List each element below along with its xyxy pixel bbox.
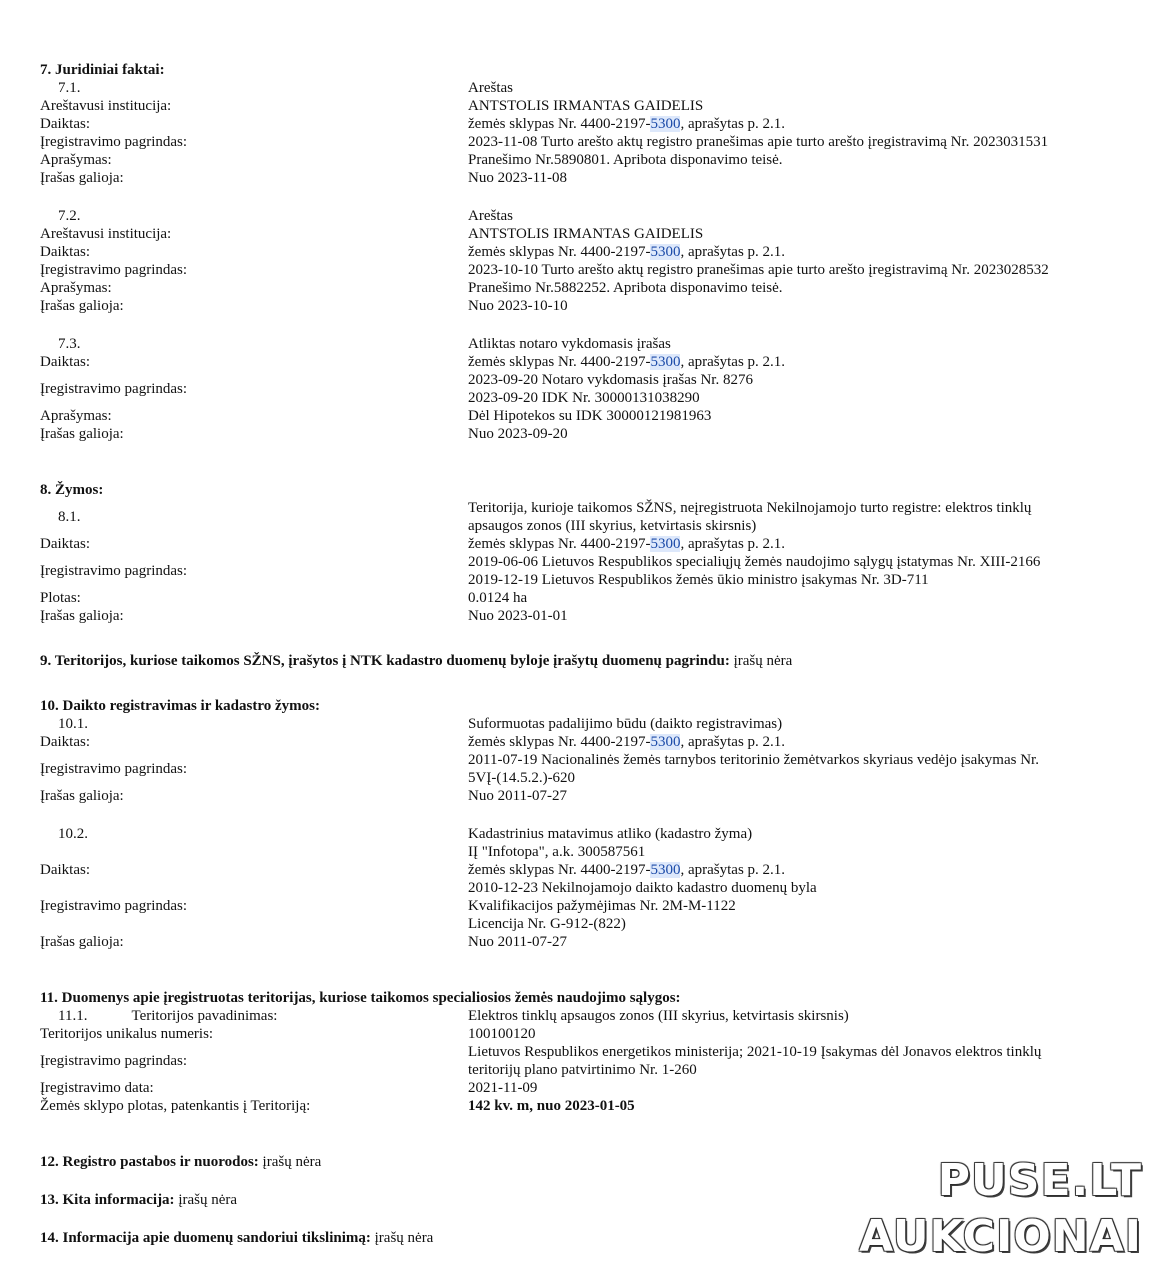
- section-10-title: 10. Daikto registravimas ir kadastro žymos:: [40, 698, 320, 714]
- entry-number: 7.3.: [58, 336, 81, 352]
- field-value: žemės sklypas Nr. 4400-2197-5300, aprašytas p. 2.1.: [468, 862, 786, 878]
- section-8-title: 8. Žymos:: [40, 482, 104, 498]
- field-label: Įregistravimo pagrindas:: [40, 134, 188, 150]
- field-label: Plotas:: [40, 590, 81, 606]
- field-label: Daiktas:: [40, 734, 90, 750]
- entry-number: 10.2.: [58, 826, 88, 842]
- entry-8-1: [40, 499, 1140, 625]
- watermark-line-2: AUKCIONAI: [859, 1211, 1142, 1262]
- highlighted-number: 5300: [650, 116, 681, 132]
- entry-10-2: [40, 825, 1140, 951]
- field-value: 2023-10-10 Turto arešto aktų registro pranešimas apie turto arešto įregistravimą Nr. 2023028532: [468, 262, 1049, 278]
- field-label: Daiktas:: [40, 244, 90, 260]
- field-label: Įrašas galioja:: [40, 788, 124, 804]
- field-value: žemės sklypas Nr. 4400-2197-5300, aprašytas p. 2.1.: [468, 116, 786, 132]
- entry-7-2: [40, 207, 1140, 315]
- field-value: Nuo 2011-07-27: [468, 934, 568, 950]
- field-value: Nuo 2023-01-01: [468, 608, 568, 624]
- entry-type: Atliktas notaro vykdomasis įrašas: [468, 336, 671, 352]
- field-value: 2019-06-06 Lietuvos Respublikos specialiųjų žemės naudojimo sąlygų įstatymas Nr. XIII-2166 2019-12-19 Lietuvos Respublikos žemės ūkio ministro įsakymas Nr. 3D-711: [468, 554, 1041, 588]
- entry-number: 11.1. Teritorijos pavadinimas:: [58, 1008, 278, 1024]
- field-label: Įrašas galioja:: [40, 298, 124, 314]
- field-label: Daiktas:: [40, 116, 90, 132]
- field-label: Įregistravimo pagrindas:: [40, 381, 188, 397]
- field-value: žemės sklypas Nr. 4400-2197-5300, aprašytas p. 2.1.: [468, 244, 786, 260]
- field-label: Įrašas galioja:: [40, 170, 124, 186]
- field-label: Įregistravimo pagrindas:: [40, 761, 188, 777]
- field-value: žemės sklypas Nr. 4400-2197-5300, aprašytas p. 2.1.: [468, 354, 786, 370]
- watermark-logo: [859, 1153, 1142, 1265]
- field-label: Areštavusi institucija:: [40, 98, 172, 114]
- entry-type: Suformuotas padalijimo būdu (daikto registravimas): [468, 716, 783, 732]
- field-label: Daiktas:: [40, 354, 90, 370]
- field-value: 0.0124 ha: [468, 590, 528, 606]
- field-label: Įrašas galioja:: [40, 934, 124, 950]
- section-14-title: 14. Informacija apie duomenų sandoriui tikslinimą: įrašų nėra: [40, 1230, 434, 1246]
- field-label: Įregistravimo pagrindas:: [40, 563, 188, 579]
- highlighted-number: 5300: [650, 862, 681, 878]
- field-value: Nuo 2023-11-08: [468, 170, 568, 186]
- field-value: Pranešimo Nr.5882252. Apribota disponavimo teisė.: [468, 280, 783, 296]
- field-value: ANTSTOLIS IRMANTAS GAIDELIS: [468, 226, 704, 242]
- field-value: Nuo 2023-09-20: [468, 426, 568, 442]
- field-label: Areštavusi institucija:: [40, 226, 172, 242]
- field-value: 2010-12-23 Nekilnojamojo daikto kadastro duomenų byla Kvalifikacijos pažymėjimas Nr. 2M-M-1122 Licencija Nr. G-912-(822): [468, 880, 817, 932]
- field-label: Daiktas:: [40, 536, 90, 552]
- entry-number: 7.1.: [58, 80, 81, 96]
- field-value: 2023-11-08 Turto arešto aktų registro pranešimas apie turto arešto įregistravimą Nr. 2023031531: [468, 134, 1049, 150]
- field-label: Daiktas:: [40, 862, 90, 878]
- field-value: 2011-07-19 Nacionalinės žemės tarnybos teritorinio žemėtvarkos skyriaus vedėjo įsakymas Nr. 5VĮ-(14.5.2.)-620: [468, 752, 1039, 786]
- entry-number: 10.1.: [58, 716, 88, 732]
- highlighted-number: 5300: [650, 244, 681, 260]
- entry-author: IĮ "Infotopa", a.k. 300587561: [468, 844, 646, 860]
- field-value: Nuo 2023-10-10: [468, 298, 568, 314]
- entry-type: Kadastrinius matavimus atliko (kadastro žyma): [468, 826, 753, 842]
- entry-7-3: [40, 335, 1140, 443]
- field-label: Aprašymas:: [40, 152, 112, 168]
- field-label: Teritorijos unikalus numeris:: [40, 1026, 214, 1042]
- section-13-title: 13. Kita informacija: įrašų nėra: [40, 1192, 238, 1208]
- entry-number: 8.1.: [58, 509, 81, 525]
- field-label: Įrašas galioja:: [40, 608, 124, 624]
- document-body: [40, 61, 1140, 1247]
- section-9-title: 9. Teritorijos, kuriose taikomos SŽNS, įrašytos į NTK kadastro duomenų byloje įrašytų duomenų pagrindu: įrašų nėra: [40, 653, 793, 669]
- entry-number: 7.2.: [58, 208, 81, 224]
- entry-11-1: [40, 1007, 1140, 1115]
- section-12-title: 12. Registro pastabos ir nuorodos: įrašų nėra: [40, 1154, 322, 1170]
- field-value: Dėl Hipotekos su IDK 30000121981963: [468, 408, 712, 424]
- field-value: Nuo 2011-07-27: [468, 788, 568, 804]
- field-label: Aprašymas:: [40, 408, 112, 424]
- field-label: Įregistravimo data:: [40, 1080, 154, 1096]
- field-label: Įregistravimo pagrindas:: [40, 1053, 188, 1069]
- field-value: 2023-09-20 Notaro vykdomasis įrašas Nr. 8276 2023-09-20 IDK Nr. 30000131038290: [468, 372, 753, 406]
- highlighted-number: 5300: [650, 734, 681, 750]
- section-11-title: 11. Duomenys apie įregistruotas teritorijas, kuriose taikomos specialiosios žemės naudojimo sąlygos:: [40, 990, 681, 1006]
- field-label: Įregistravimo pagrindas:: [40, 262, 188, 278]
- watermark-line-1: PUSE.LT: [937, 1155, 1142, 1206]
- entry-type: Teritorija, kurioje taikomos SŽNS, neįregistruota Nekilnojamojo turto registre: elektros tinklų apsaugos zonos (III skyrius, ketvirtasis skirsnis): [468, 500, 1032, 534]
- field-label: Aprašymas:: [40, 280, 112, 296]
- field-label: Žemės sklypo plotas, patenkantis į Teritoriją:: [40, 1098, 311, 1114]
- field-value: 2021-11-09: [468, 1080, 538, 1096]
- highlighted-number: 5300: [650, 536, 681, 552]
- field-value: žemės sklypas Nr. 4400-2197-5300, aprašytas p. 2.1.: [468, 536, 786, 552]
- field-value: 100100120: [468, 1026, 536, 1042]
- field-value: Pranešimo Nr.5890801. Apribota disponavimo teisė.: [468, 152, 783, 168]
- entry-7-1: [40, 79, 1140, 187]
- field-label: Įrašas galioja:: [40, 426, 124, 442]
- field-value: Elektros tinklų apsaugos zonos (III skyrius, ketvirtasis skirsnis): [468, 1008, 849, 1024]
- entry-type: Areštas: [468, 80, 513, 96]
- entry-type: Areštas: [468, 208, 513, 224]
- field-value: ANTSTOLIS IRMANTAS GAIDELIS: [468, 98, 704, 114]
- field-label: Įregistravimo pagrindas:: [40, 898, 188, 914]
- section-7-title: 7. Juridiniai faktai:: [40, 62, 165, 78]
- field-value: Lietuvos Respublikos energetikos ministerija; 2021-10-19 Įsakymas dėl Jonavos elektros tinklų teritorijų plano patvirtinimo Nr. 1-260: [468, 1044, 1042, 1078]
- field-value: 142 kv. m, nuo 2023-01-05: [468, 1098, 635, 1114]
- entry-10-1: [40, 715, 1140, 805]
- field-value: žemės sklypas Nr. 4400-2197-5300, aprašytas p. 2.1.: [468, 734, 786, 750]
- highlighted-number: 5300: [650, 354, 681, 370]
